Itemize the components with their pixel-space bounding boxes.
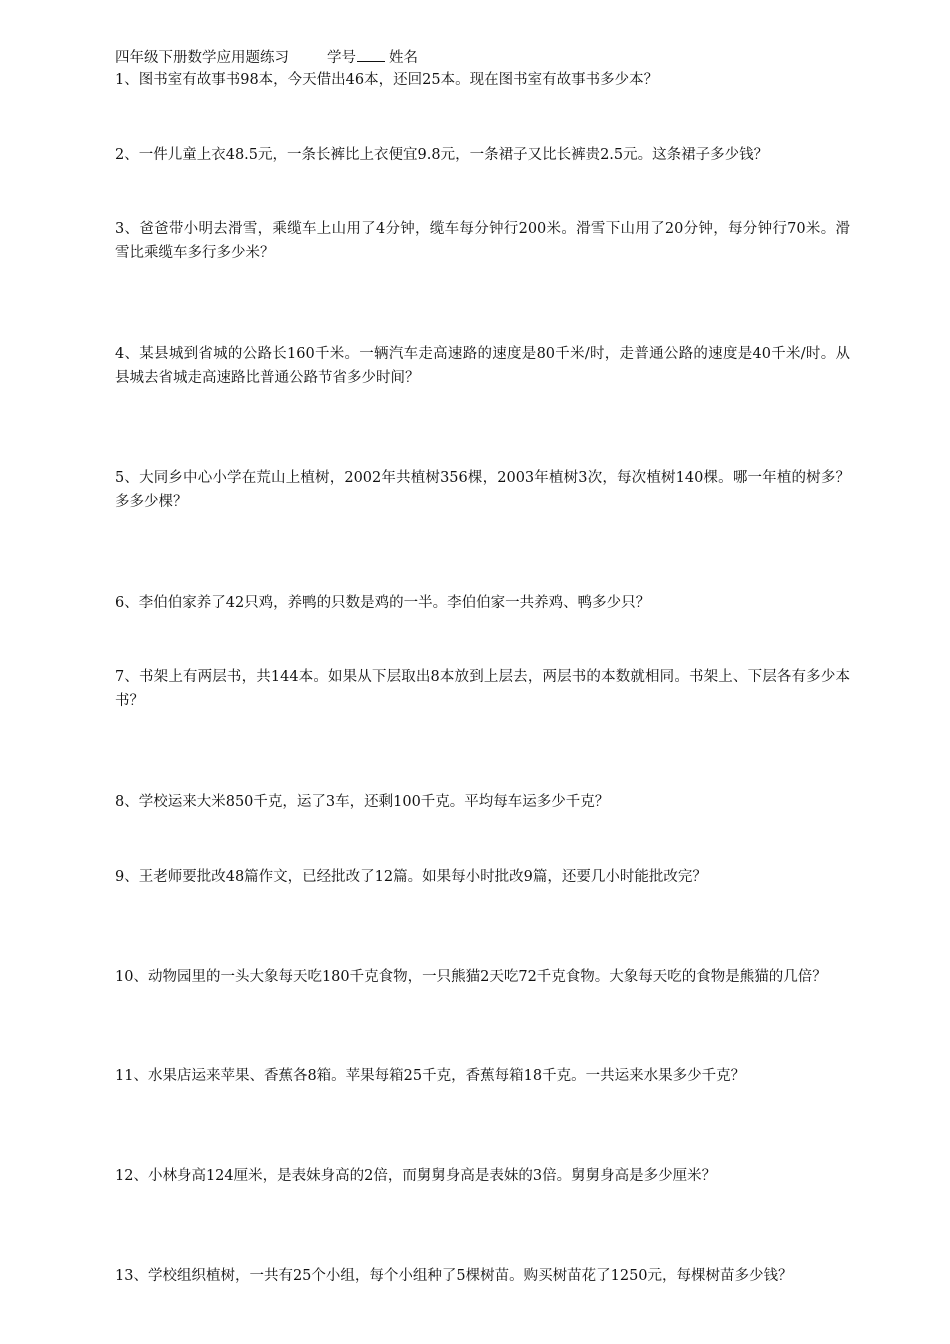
problem-text: 学校组织植树，一共有25个小组，每个小组种了5棵树苗。购买树苗花了1250元，每棵树苗多少钱？	[147, 1268, 793, 1284]
problem-number: 5、	[115, 470, 140, 486]
problem-text: 大同乡中心小学在荒山上植树，2002年共植树356棵，2003年植树3次，每次植树140棵。哪一年植的树多？多多少棵？	[115, 470, 850, 510]
problem-number: 13、	[115, 1268, 148, 1284]
problem-text: 图书室有故事书98本，今天借出46本，还回25本。现在图书室有故事书多少本？	[138, 72, 659, 88]
problem-number: 1、	[115, 72, 139, 88]
problem-text: 王老师要批改48篇作文，已经批改了12篇。如果每小时批改9篇，还要几小时能批改完？	[138, 869, 707, 885]
problem-text: 动物园里的一头大象每天吃180千克食物，一只熊猫2天吃72千克食物。大象每天吃的食物是熊猫的几倍？	[147, 969, 827, 985]
problem-7	[115, 665, 850, 713]
problem-number: 12、	[115, 1168, 148, 1184]
problem-9	[115, 865, 850, 889]
problem-text: 水果店运来苹果、香蕉各8箱。苹果每箱25千克，香蕉每箱18千克。一共运来水果多少千克？	[147, 1068, 746, 1084]
problem-text: 学校运来大米850千克，运了3车，还剩100千克。平均每车运多少千克？	[138, 794, 610, 810]
problem-13	[115, 1264, 850, 1288]
problem-text: 李伯伯家养了42只鸡，养鸭的只数是鸡的一半。李伯伯家一共养鸡、鸭多少只？	[138, 595, 651, 611]
problem-number: 2、	[115, 147, 139, 163]
problem-text: 爸爸带小明去滑雪，乘缆车上山用了4分钟，缆车每分钟行200米。滑雪下山用了20分钟，每分钟行70米。滑雪比乘缆车多行多少米？	[115, 221, 850, 261]
problem-number: 4、	[115, 346, 140, 362]
problem-text: 一件儿童上衣48.5元，一条长裤比上衣便宜9.8元，一条裙子又比长裤贵2.5元。这条裙子多少钱？	[138, 147, 769, 163]
problem-11	[115, 1064, 850, 1088]
problem-number: 6、	[115, 595, 139, 611]
problem-6	[115, 591, 850, 615]
problem-text: 小林身高124厘米，是表妹身高的2倍，而舅舅身高是表妹的3倍。舅舅身高是多少厘米？	[147, 1168, 717, 1184]
problem-1	[115, 68, 850, 92]
problem-number: 3、	[115, 221, 140, 237]
problem-number: 9、	[115, 869, 139, 885]
name-label: 姓名	[389, 50, 418, 66]
worksheet-title: 四年级下册数学应用题练习	[115, 50, 289, 66]
problem-5	[115, 466, 850, 514]
problem-4	[115, 342, 850, 390]
worksheet-header	[115, 47, 418, 68]
problem-number: 8、	[115, 794, 139, 810]
problem-3	[115, 217, 850, 265]
problem-number: 7、	[115, 669, 140, 685]
student-id-label: 学号	[327, 50, 356, 66]
problem-12	[115, 1164, 850, 1188]
problem-10	[115, 965, 850, 989]
problem-number: 10、	[115, 969, 148, 985]
problem-number: 11、	[115, 1068, 148, 1084]
problem-text: 书架上有两层书，共144本。如果从下层取出8本放到上层去，两层书的本数就相同。书架上、下层各有多少本书？	[115, 669, 850, 709]
problem-text: 某县城到省城的公路长160千米。一辆汽车走高速路的速度是80千米/时，走普通公路的速度是40千米/时。从县城去省城走高速路比普通公路节省多少时间？	[115, 346, 850, 386]
student-id-blank[interactable]	[357, 47, 385, 62]
problem-8	[115, 790, 850, 814]
problem-2	[115, 143, 850, 167]
